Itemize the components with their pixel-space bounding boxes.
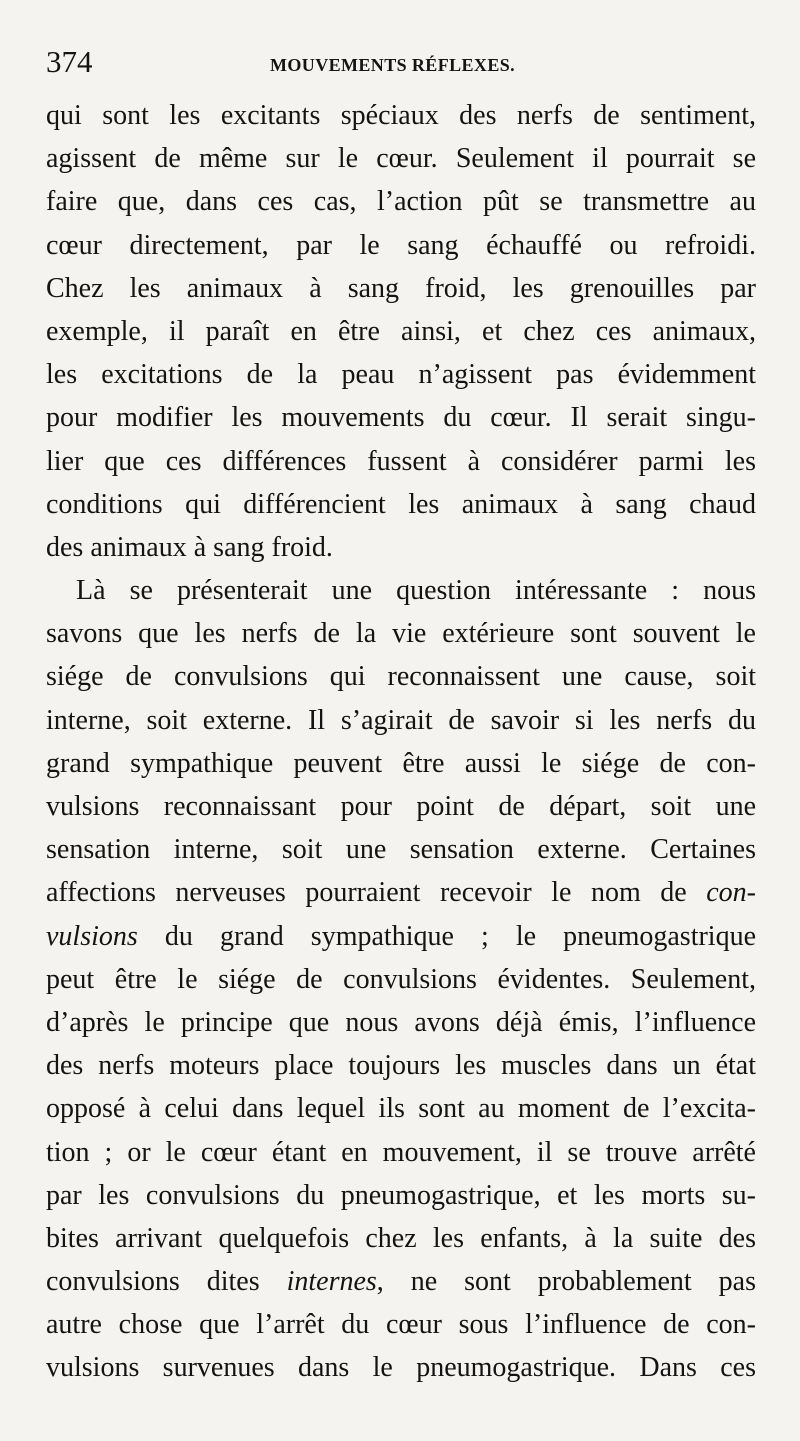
line-text: du grand sympathique ; le pneumogastrique bbox=[137, 920, 756, 952]
line-text: Là se présenterait une question intéressante : nous bbox=[76, 575, 756, 607]
line-text: vulsions survenues dans le pneumogastrique. Dans ces bbox=[46, 1352, 756, 1384]
text-line bbox=[46, 1044, 756, 1087]
line-text: interne, soit externe. Il s’agirait de savoir si les nerfs du bbox=[46, 704, 756, 736]
text-line bbox=[46, 526, 756, 569]
text-line bbox=[46, 871, 756, 914]
text-line bbox=[46, 1131, 756, 1174]
line-text: conditions qui différencient les animaux à sang chaud bbox=[46, 488, 756, 520]
line-text: exemple, il paraît en être ainsi, et chez ces animaux, bbox=[46, 315, 756, 347]
text-line bbox=[46, 699, 756, 742]
italic-text: vulsions bbox=[46, 920, 138, 952]
text-line bbox=[46, 180, 756, 223]
text-line bbox=[46, 137, 756, 180]
line-text: convulsions dites bbox=[46, 1266, 287, 1298]
line-text: des nerfs moteurs place toujours les muscles dans un état bbox=[46, 1050, 756, 1082]
text-line bbox=[46, 1260, 756, 1303]
line-text: faire que, dans ces cas, l’action pût se transmettre au bbox=[46, 186, 756, 218]
text-line bbox=[46, 267, 756, 310]
line-text: par les convulsions du pneumogastrique, et les morts su- bbox=[46, 1179, 756, 1211]
line-text: d’après le principe que nous avons déjà émis, l’influence bbox=[46, 1006, 756, 1038]
line-text: opposé à celui dans lequel ils sont au moment de l’excita- bbox=[46, 1093, 756, 1125]
italic-text: internes bbox=[286, 1266, 377, 1298]
running-head: MOUVEMENTS RÉFLEXES. bbox=[270, 55, 516, 75]
italic-text: con- bbox=[706, 877, 756, 909]
line-text: autre chose que l’arrêt du cœur sous l’influence de con- bbox=[46, 1309, 756, 1341]
text-line bbox=[46, 440, 756, 483]
text-line bbox=[46, 1174, 756, 1217]
line-text: cœur directement, par le sang échauffé ou refroidi. bbox=[46, 229, 756, 261]
line-text: les excitations de la peau n’agissent pas évidemment bbox=[46, 359, 756, 391]
line-text: agissent de même sur le cœur. Seulement il pourrait se bbox=[46, 143, 756, 175]
text-line bbox=[46, 1087, 756, 1130]
text-line bbox=[46, 1001, 756, 1044]
text-line bbox=[46, 655, 756, 698]
text-line bbox=[46, 1303, 756, 1346]
text-line bbox=[46, 828, 756, 871]
body-text bbox=[46, 94, 756, 1390]
text-line bbox=[46, 353, 756, 396]
line-text: Chez les animaux à sang froid, les grenouilles par bbox=[46, 272, 756, 304]
text-line bbox=[46, 396, 756, 439]
text-line bbox=[46, 483, 756, 526]
line-text: savons que les nerfs de la vie extérieure sont souvent le bbox=[46, 618, 756, 650]
line-text: peut être le siége de convulsions évidentes. Seulement, bbox=[46, 963, 756, 995]
line-text: lier que ces différences fussent à considérer parmi les bbox=[46, 445, 756, 477]
text-line bbox=[46, 742, 756, 785]
text-line bbox=[46, 1217, 756, 1260]
text-line bbox=[46, 612, 756, 655]
text-line bbox=[46, 310, 756, 353]
line-text: des animaux à sang froid. bbox=[46, 531, 333, 563]
line-text: vulsions reconnaissant pour point de départ, soit une bbox=[46, 791, 756, 822]
page-number: 374 bbox=[46, 44, 93, 79]
text-line bbox=[46, 785, 756, 828]
page-header bbox=[46, 42, 756, 82]
text-line bbox=[46, 1346, 756, 1389]
line-text: tion ; or le cœur étant en mouvement, il se trouve arrêté bbox=[46, 1136, 756, 1168]
line-text: grand sympathique peuvent être aussi le siége de con- bbox=[46, 747, 756, 779]
line-text: siége de convulsions qui reconnaissent une cause, soit bbox=[46, 661, 756, 693]
text-line bbox=[46, 915, 756, 958]
line-text: affections nerveuses pourraient recevoir le nom de bbox=[46, 877, 707, 909]
line-text: qui sont les excitants spéciaux des nerfs de sentiment, bbox=[46, 100, 756, 131]
text-line bbox=[46, 224, 756, 267]
line-text: , ne sont probablement pas bbox=[376, 1266, 756, 1298]
text-line bbox=[46, 569, 756, 612]
text-line bbox=[46, 94, 756, 137]
line-text: bites arrivant quelquefois chez les enfants, à la suite des bbox=[46, 1222, 756, 1254]
text-line bbox=[46, 958, 756, 1001]
line-text: pour modifier les mouvements du cœur. Il serait singu- bbox=[46, 402, 756, 434]
line-text: sensation interne, soit une sensation externe. Certaines bbox=[46, 834, 756, 866]
